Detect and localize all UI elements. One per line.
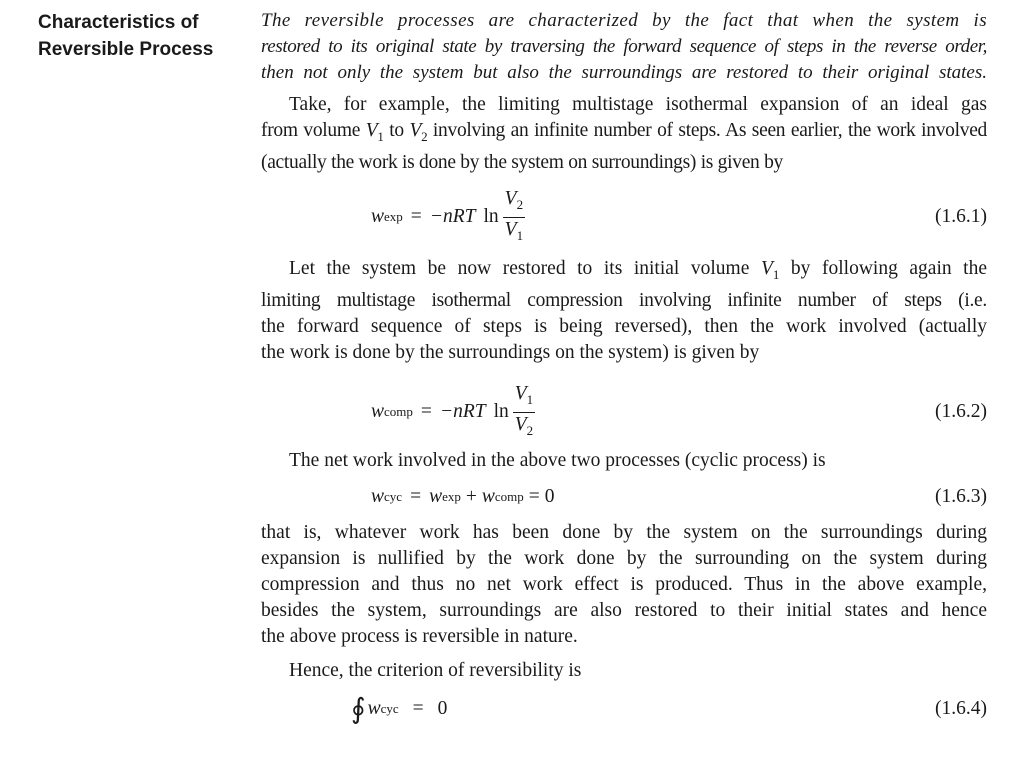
var-w: w — [429, 486, 443, 507]
subscript: comp — [494, 489, 524, 504]
text-line: the forward sequence of steps is being reversed), then the work involved (actually — [261, 316, 987, 337]
equation-body — [351, 684, 447, 734]
subscript: cyc — [380, 701, 399, 716]
subscript: comp — [384, 404, 413, 419]
equation-number: (1.6.1) — [935, 206, 987, 227]
intro-line: then not only the system but also the surroundings are restored to their original states. — [261, 62, 987, 83]
var-V: V — [409, 120, 422, 141]
term-nrt: −nRT — [429, 206, 476, 227]
text-line: that is, whatever work has been done by the system on the surroundings during — [261, 522, 987, 543]
equation-1-6-2 — [261, 378, 987, 446]
zero: 0 — [544, 486, 555, 507]
var-V: V — [504, 218, 517, 240]
subscript: 2 — [421, 129, 428, 144]
contour-integral-icon: ∮ — [351, 694, 366, 725]
equation-number: (1.6.2) — [935, 401, 987, 422]
var-V: V — [504, 187, 517, 209]
paragraph-criterion — [261, 658, 987, 684]
text-fragment: to — [383, 120, 410, 141]
paragraph-compression — [261, 256, 987, 366]
var-w: w — [371, 206, 385, 227]
equation-number: (1.6.3) — [935, 486, 987, 507]
fraction — [503, 187, 525, 248]
text-line — [261, 92, 987, 118]
equation-1-6-1 — [261, 182, 987, 252]
text-line: The net work involved in the above two processes (cyclic process) is — [289, 450, 826, 471]
equation-body — [371, 378, 535, 446]
intro-line: The reversible processes are characterized by the fact that when the system is — [261, 10, 987, 31]
equals-sign: = — [410, 206, 422, 227]
equation-body — [371, 474, 555, 520]
text-line: besides the system, surroundings are also restored to their initial states and hence — [261, 600, 987, 621]
equation-number: (1.6.4) — [935, 698, 987, 719]
text-line: compression and thus no net work effect is produced. Thus in the above example, — [261, 574, 987, 595]
equation-1-6-4 — [261, 684, 987, 734]
subscript: 1 — [526, 391, 534, 407]
text-fragment: Let the system be now restored to its initial volume — [289, 258, 761, 279]
var-V: V — [514, 382, 527, 404]
var-w: w — [481, 486, 495, 507]
var-w: w — [367, 698, 381, 719]
subscript: 2 — [526, 422, 534, 438]
section-heading-line-2: Reversible Process — [38, 39, 214, 60]
equation-body — [371, 182, 525, 252]
var-V: V — [365, 120, 378, 141]
paragraph-net-work — [261, 448, 987, 474]
paragraph-conclusion — [261, 520, 987, 650]
intro-paragraph — [261, 8, 987, 86]
section-heading-line-1: Characteristics of — [38, 12, 199, 33]
text-line — [261, 256, 987, 288]
equals-sign: = — [528, 486, 540, 507]
subscript: exp — [384, 209, 403, 224]
subscript: 1 — [377, 129, 384, 144]
subscript: 2 — [516, 196, 524, 212]
zero: 0 — [437, 698, 448, 719]
text-line — [261, 118, 987, 150]
text-line: limiting multistage isothermal compression involving infinite number of steps (i.e. — [261, 290, 987, 311]
var-w: w — [371, 401, 385, 422]
ln: ln — [493, 401, 509, 422]
equals-sign: = — [410, 486, 422, 507]
var-V: V — [760, 258, 773, 279]
subscript: cyc — [384, 489, 403, 504]
text-fragment: by following again the — [779, 258, 987, 279]
section-heading — [38, 9, 213, 63]
var-V: V — [514, 413, 527, 435]
plus-sign: + — [465, 486, 477, 507]
equation-1-6-3 — [261, 474, 987, 520]
fraction — [513, 382, 535, 443]
equals-sign: = — [420, 401, 432, 422]
text-line: Hence, the criterion of reversibility is — [289, 660, 582, 681]
subscript: 1 — [516, 227, 524, 243]
paragraph-expansion — [261, 92, 987, 176]
text-line-content: Take, for example, the limiting multistage isothermal expansion of an ideal gas — [289, 94, 987, 115]
subscript: exp — [442, 489, 461, 504]
text-line: the above process is reversible in nature. — [261, 626, 578, 647]
body-text — [261, 8, 987, 734]
var-w: w — [371, 486, 385, 507]
term-nrt: −nRT — [439, 401, 486, 422]
text-line: (actually the work is done by the system on surroundings) is given by — [261, 152, 783, 173]
text-line: the work is done by the surroundings on the system) is given by — [261, 342, 760, 363]
text-fragment: involving an infinite number of steps. As seen earlier, the work involved — [427, 120, 988, 141]
text-fragment: from volume — [261, 120, 366, 141]
subscript: 1 — [772, 267, 780, 282]
equals-sign: = — [412, 698, 424, 719]
intro-line: restored to its original state by traversing the forward sequence of steps in the reverse order, — [261, 36, 987, 57]
ln: ln — [483, 206, 499, 227]
text-line: expansion is nullified by the work done by the surrounding on the system during — [261, 548, 987, 569]
